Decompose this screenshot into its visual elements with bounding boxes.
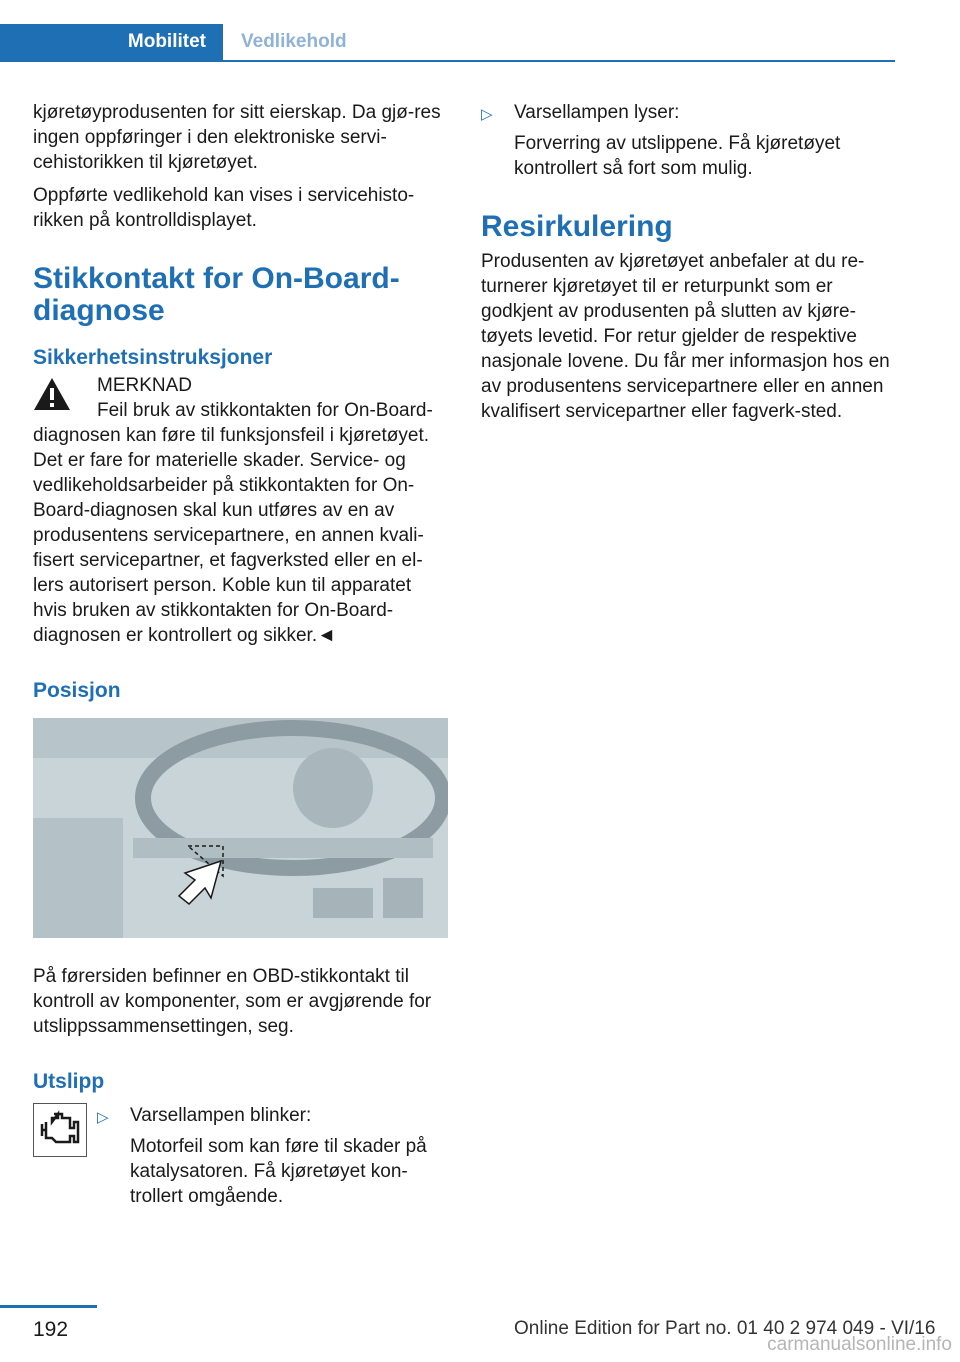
warning-first-line: Feil bruk av stikkontakten for On-Board- bbox=[97, 400, 433, 421]
obd-location-photo bbox=[33, 718, 448, 938]
check-engine-icon bbox=[34, 1104, 86, 1156]
safety-heading: Sikkerhetsinstruksjoner bbox=[33, 346, 273, 369]
intro-paragraph-2: Oppførte vedlikehold kan vises i servicehisto-rikken på kontrolldisplayet. bbox=[33, 185, 415, 231]
warning-triangle-icon bbox=[33, 377, 71, 411]
triangle-bullet-icon: ▷ bbox=[97, 1109, 109, 1126]
left-column bbox=[33, 100, 448, 1213]
edition-footer: Online Edition for Part no. 01 40 2 974 049 - VI/16 bbox=[514, 1318, 936, 1339]
warning-block bbox=[33, 373, 448, 648]
page-number: 192 bbox=[33, 1318, 69, 1341]
blink-label: Varsellampen blinker: bbox=[130, 1105, 312, 1126]
warning-label: MERKNAD bbox=[97, 375, 193, 396]
tab-bar bbox=[0, 24, 895, 62]
header-rule bbox=[0, 60, 895, 62]
tab-vedlikehold[interactable]: Vedlikehold bbox=[241, 31, 347, 52]
watermark: carmanualsonline.info bbox=[767, 1334, 952, 1355]
recycle-title: Resirkulering bbox=[481, 210, 673, 243]
blink-bullet bbox=[97, 1103, 448, 1128]
lit-label: Varsellampen lyser: bbox=[514, 102, 680, 123]
position-text: På førersiden befinner en OBD-stikkontakt til kontroll av komponenter, som er avgjørende for utslippssammensettingen, seg. bbox=[33, 966, 432, 1037]
warning-text: diagnosen kan føre til funksjonsfeil i kjøretøyet. Det er fare for materielle skader. Service- og vedlikeholdsarbeider på stikkontakten for On-Board-diagnosen skal kun utføres av en av produsentens servicepartnere, en annen kvali-fisert servicepartner, et fagverksted eller en el-lers autorisert person. Koble kun til apparatet hvis bruken av stikkontakten for On-Board-diagnosen er kontrollert og sikker.◄ bbox=[33, 425, 430, 646]
lit-text: Forverring av utslippene. Få kjøretøyet kontrollert så fort som mulig. bbox=[514, 133, 841, 179]
emission-heading: Utslipp bbox=[33, 1070, 105, 1093]
position-heading: Posisjon bbox=[33, 679, 121, 702]
blink-text-group bbox=[97, 1103, 448, 1209]
tab-mobilitet[interactable]: Mobilitet bbox=[0, 24, 223, 60]
page-number-rule bbox=[0, 1305, 97, 1308]
right-column bbox=[481, 100, 896, 432]
blink-text: Motorfeil som kan føre til skader på katalysatoren. Få kjøretøyet kon-trollert omgående. bbox=[130, 1136, 427, 1207]
intro-paragraph-1: kjøretøyprodusenten for sitt eierskap. Da gjø-res ingen oppføringer i den elektroniske servi-cehistorikken til kjøretøyet. bbox=[33, 102, 441, 173]
lit-bullet bbox=[481, 100, 896, 125]
triangle-bullet-icon: ▷ bbox=[481, 106, 493, 123]
recycle-text: Produsenten av kjøretøyet anbefaler at du re-turnerer kjøretøyet til er returpunkt som er godkjent av produsenten på slutten av kjøre-tøyets levetid. For retur gjelder de respektive nasjonale lovene. Du får mer informasjon hos en av produsentens servicepartnere eller en annen kvalifisert servicepartner eller fagverk-sted. bbox=[481, 251, 890, 422]
emission-blink-block bbox=[33, 1103, 448, 1213]
section-title-obd: Stikkontakt for On-Board-diagnose bbox=[33, 262, 400, 327]
engine-icon-box bbox=[33, 1103, 87, 1157]
